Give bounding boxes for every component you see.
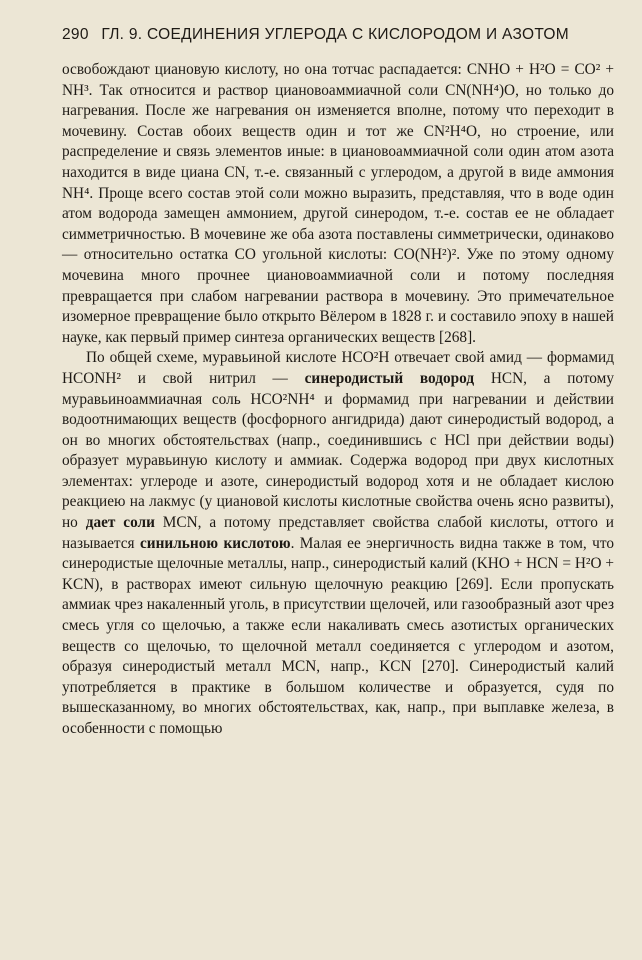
paragraph-text: . Малая ее энергичность видна также в том, что синеродистые щелочные металлы, напр., синеродистый калий (KHO + HCN = H²O + KCN), в растворах имеют сильную щелочную реакцию [269]. Если пропускать аммиак чрез накаленный уголь, в присутствии щелочей, или газообразный азот чрез смесь угля со щелочью, а также если накаливать смесь азотистых органических веществ со щелочью, то щелочной металл соединяется с углеродом и азотом, образуя синеродистый металл MCN, напр., KCN [270]. Синеродистый калий употребляется в практике в большом количестве и образуется, судя по вышесказанному, во многих обстоятельствах, как, напр., при выплавке железа, в особенности с помощью	[62, 534, 614, 737]
paragraph-text: освобождают циановую кислоту, но она тотчас распадается: CNHO + H²O = CO² + NH³. Так относится и раствор циановоаммиачной соли CN(NH⁴)O, но только до нагревания. После же нагревания он изменяется вполне, потому что переходит в мочевину. Состав обоих веществ один и тот же CN²H⁴O, но строение, или распределение и связь элементов иные: в циановоаммиачной соли один атом азота находится в виде циана CN, т.-е. связанный с углеродом, а другой в виде аммония NH⁴. Проще всего состав этой соли можно выразить, представляя, что в воде один атом водорода замещен аммонием, другой синеродом, т.-е. состав ее не обладает симметричностью. В мочевине же оба азота поставлены симметрически, одинаково — относительно остатка CO угольной кислоты: CO(NH²)². Уже по этому одному мочевина много прочнее циановоаммиачной соли и потому последняя превращается при слабом нагревании раствора в мочевину. Это примечательное изомерное превращение было открыто Вёлером в 1828 г. и составило эпоху в нашей науке, как первый пример синтеза органических веществ [268].	[62, 61, 614, 346]
running-header	[62, 26, 614, 44]
page-number: 290	[62, 26, 89, 43]
paragraph-1	[62, 60, 614, 348]
bold-term-prussic-acid: синильною кислотою	[140, 534, 291, 552]
running-title: ГЛ. 9. СОЕДИНЕНИЯ УГЛЕРОДА С КИСЛОРОДОМ И АЗОТОМ	[101, 26, 569, 43]
bold-term-hydrogen-cyanide: синеродистый водород	[304, 369, 475, 387]
paragraph-text: HCN, а потому муравьиноаммиачная соль HCO²NH⁴ и формамид при нагревании и действии водоотнимающих веществ (фосфорного ангидрида) дают синеродистый водород, а он во многих обстоятельствах (напр., соединившись с HCl при действии воды) образует муравьиную кислоту и аммиак. Содержа водород при двух кислотных элементах: углероде и азоте, синеродистый водород хотя и не обладает кислою реакциею на лакмус (у циановой кислоты кислотные свойства очень ясно развиты), но	[62, 369, 614, 532]
paragraph-text: MCN, а потому представляет свойства слабой кислоты, оттого и называется	[62, 514, 614, 552]
bold-term-gives-salts: дает соли	[85, 514, 155, 532]
paragraph-2	[62, 348, 614, 739]
paragraph-text: По общей схеме, муравьиной кислоте HCO²H отвечает свой амид — формамид HCONH² и свой нитрил —	[62, 349, 614, 387]
